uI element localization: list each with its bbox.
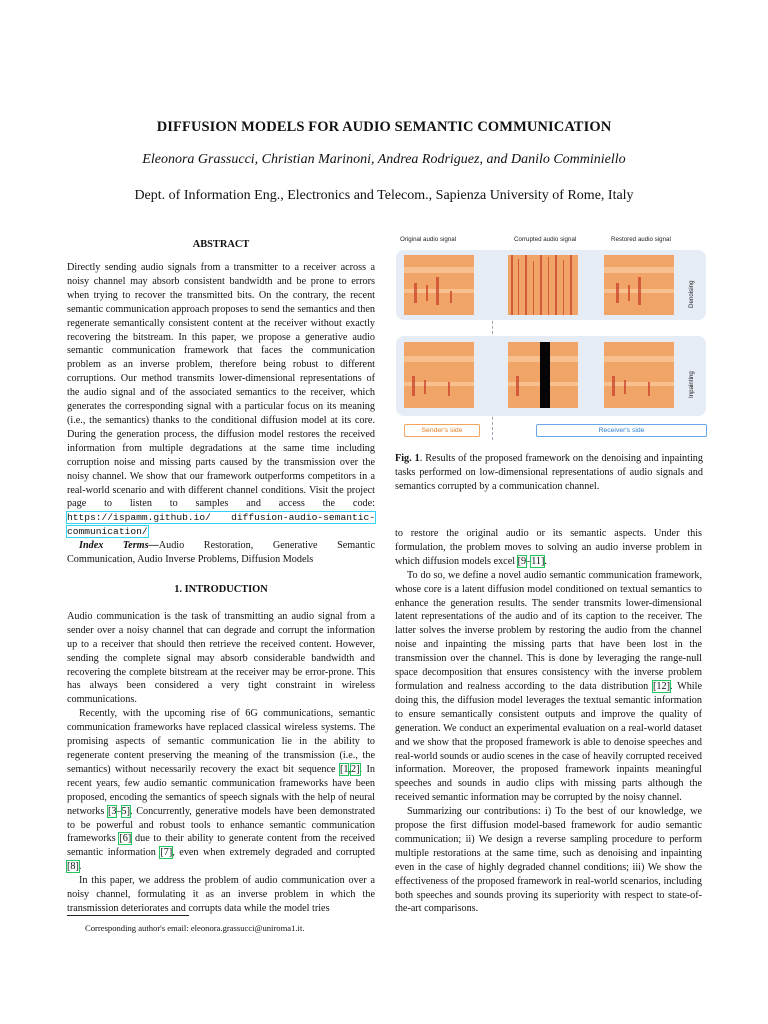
- label-corrupted: Corrupted audio signal: [514, 236, 577, 243]
- label-original: Original audio signal: [400, 236, 457, 243]
- project-url-line1: https://ispamm.github.io/: [67, 512, 211, 524]
- left-column: [67, 238, 375, 916]
- intro-p2-part: . Concurrently, generative models have been demonstrated to be powerful and robust tools to enhance semantic communication frameworks: [67, 805, 375, 845]
- authors: Eleonora Grassucci, Christian Marinoni, Andrea Rodriguez, and Danilo Comminiello: [142, 152, 626, 167]
- citation-link[interactable]: 5]: [121, 805, 131, 817]
- spectrogram-corrupted-denoise: [508, 255, 578, 315]
- right-column: [395, 527, 702, 916]
- figure-caption: [395, 452, 703, 494]
- citation-link[interactable]: [7]: [160, 847, 173, 859]
- citation-link[interactable]: [12]: [653, 680, 670, 692]
- citation-link[interactable]: [3: [107, 805, 117, 817]
- spectrogram-restored-inpaint: [604, 342, 674, 408]
- label-denoising: Denoising: [688, 280, 695, 308]
- right-p2-part: To do so, we define a novel audio semantic communication framework, whose core is a latent diffusion model conditioned on textual semantics to enhance the generation results. The sender transmits lower-dimensional latent representations of the audio and of its caption to the receiver. The latter solves the inverse problem by restoring the audio from the channel noise and inpainting the missing parts that have been lost in the transmission over the channel. This is done by leveraging the range-null space decomposition that ensures consistency with the inverse problem formulation and realness according to the data distribution: [395, 569, 702, 692]
- index-terms-text: Audio Restoration, Generative Semantic Communication, Audio Inverse Problems, Diffusion Models: [67, 540, 375, 566]
- spectrogram-original-denoise: [404, 255, 474, 315]
- citation-link[interactable]: 11]: [531, 555, 545, 567]
- citation-link[interactable]: [1: [339, 763, 349, 775]
- intro-paragraph-2: Recently, with the upcoming rise of 6G communications, semantic communication frameworks have replaced classical wireless systems. The promising aspects of semantic communication lie in the ability to regenerate content preserving the meaning of the transmission (i.e., the semantics) without necessarily recovery the exact bit sequence [1,2]. In recent years, few audio semantic communication frameworks have been proposed, encoding the semantics of speech signals with the help of neural networks [3–5]. Concurrently, generative models have been demonstrated to be powerful and robust tools to enhance semantic communication frameworks [6] due to their ability to generate content from the received semantic information [7], even when extremely degraded and corrupted [8].: [67, 708, 375, 873]
- affiliation: Dept. of Information Eng., Electronics and Telecom., Sapienza University of Rome, Italy: [134, 188, 634, 203]
- index-terms: [67, 539, 375, 567]
- right-paragraph-2: [395, 569, 702, 805]
- caption-label: Fig. 1: [395, 453, 420, 464]
- abstract-heading: ABSTRACT: [192, 239, 250, 250]
- spectrogram-corrupted-inpaint: [508, 342, 578, 408]
- spectrogram-restored-denoise: [604, 255, 674, 315]
- intro-heading: 1. INTRODUCTION: [174, 583, 268, 595]
- abstract-body: Directly sending audio signals from a transmitter to a receiver across a noisy channel may absorb consistent bandwidth and be prone to errors when trying to recover the transmitted bits. On the contrary, the recent semantic communication approach proposes to send the semantics and then regenerate semantically consistent content at the receiver without exactly recovering the bitstream. In this paper, we propose a generative audio semantic communication framework that faces the communication problem as an inverse problem, therefore being robust to different corruptions. Our method transmits lower-dimensional representations of the audio signal and of the associated semantics to the receiver, which generates the corresponding signal with a particular focus on its meaning (i.e., the semantics) thanks to the conditional diffusion model at its core. During the generation process, the diffusion model restores the received information from multiple degradations at the same time including corruption noise and missing parts caused by the transmission over the noisy channel. We show that our framework outperforms competitors in a real-world scenario and with different channel conditions. Visit the project page to listen to samples and access the code:: [67, 262, 375, 510]
- abstract-text: [67, 261, 375, 539]
- right-paragraph-1: to restore the original audio or its semantic aspects. Under this formulation, the problem moves to solving an audio inverse problem in which diffusion models excel [9–11].: [395, 528, 702, 567]
- right-paragraph-3: Summarizing our contributions: i) To the best of our knowledge, we propose the first diffusion model-based framework for audio semantic communication; ii) We design a reverse sampling procedure to perform multiple restorations at the same time, such as denoising and inpainting even in the case of highly degraded channel conditions; iii) We show the effectiveness of the proposed framework in real-world scenarios, including both speeches and sounds proving its superiority with respect to state-of-the-art comparisons.: [395, 806, 702, 915]
- intro-p2-part: Recently, with the upcoming rise of 6G communications, semantic communication frameworks have replaced classical wireless systems. The promising aspects of semantic communication lie in the ability to regenerate content preserving the meaning of the transmission (i.e., the semantics) without necessarily recovery the exact bit sequence: [67, 708, 375, 775]
- citation-link[interactable]: [6]: [119, 833, 132, 845]
- missing-segment: [540, 342, 550, 408]
- paper-title: DIFFUSION MODELS FOR AUDIO SEMANTIC COMMUNICATION: [156, 119, 612, 135]
- intro-p2-part: .: [78, 861, 82, 873]
- intro-p2-part: . In recent years, few audio semantic communication frameworks have been proposed, encoding the semantics of speech signals with the help of neural networks: [67, 763, 375, 817]
- receivers-side-box: Receiver's side: [536, 424, 707, 437]
- right-p2-part: . While doing this, the diffusion model leverages the textual semantic information to ensure semantically consistent outputs and improve the quality of generation. We conduct an experimental evaluation on a real-world dataset and we show that the proposed framework is able to denoise speeches and real-world sounds or audio scenes in the case of heavily corrupted received information. Moreover, the proposed framework inpaints meaningful speeches and sounds in audio clips with missing parts although the received semantic information may be corrupted by the noisy channel.: [395, 680, 702, 804]
- intro-paragraph-1: Audio communication is the task of transmitting an audio signal from a sender over a noisy channel that can degrade and corrupt the information up to a receiver that should then retrieve the received content. However, sending the complete signal may absorb considerable bandwidth and recovering the complete bitstream at the receiver may be error-prone. This has always been considered a very tight constraint in wireless communications.: [67, 610, 375, 706]
- project-url-link[interactable]: [67, 512, 375, 537]
- footnote-divider: [67, 915, 189, 916]
- citation-link[interactable]: [8]: [67, 861, 79, 873]
- label-inpainting: Inpainting: [688, 371, 695, 398]
- right-p1-part: .: [544, 555, 547, 567]
- right-p1-part: to restore the original audio or its semantic aspects. Under this formulation, the problem moves to solving an audio inverse problem in which diffusion models excel: [395, 528, 702, 567]
- senders-side-box: Sender's side: [404, 424, 480, 437]
- citation-link[interactable]: [9: [517, 555, 527, 567]
- footnote: Corresponding author's email: eleonora.grassucci@uniroma1.it.: [85, 923, 305, 933]
- intro-p2-part: due to their ability to generate content from the received semantic information: [67, 833, 375, 859]
- intro-paragraph-3: In this paper, we address the problem of audio communication over a noisy channel, formulating it as an inverse problem in which the transmission deteriorates and corrupts data while the model tries: [67, 875, 375, 914]
- citation-link[interactable]: 2]: [351, 763, 360, 775]
- spectrogram-original-inpaint: [404, 342, 474, 408]
- caption-text: . Results of the proposed framework on the denoising and inpainting tasks performed on low-dimensional representations of audio signals and semantics corrupted by a communication channel.: [395, 453, 703, 492]
- label-restored: Restored audio signal: [611, 236, 671, 243]
- index-terms-label: Index Terms—: [79, 540, 159, 552]
- project-url-line2: diffusion-audio-semantic-communication/: [67, 512, 375, 538]
- figure-1: [396, 236, 704, 442]
- intro-p2-part: , even when extremely degraded and corrupted: [172, 847, 375, 859]
